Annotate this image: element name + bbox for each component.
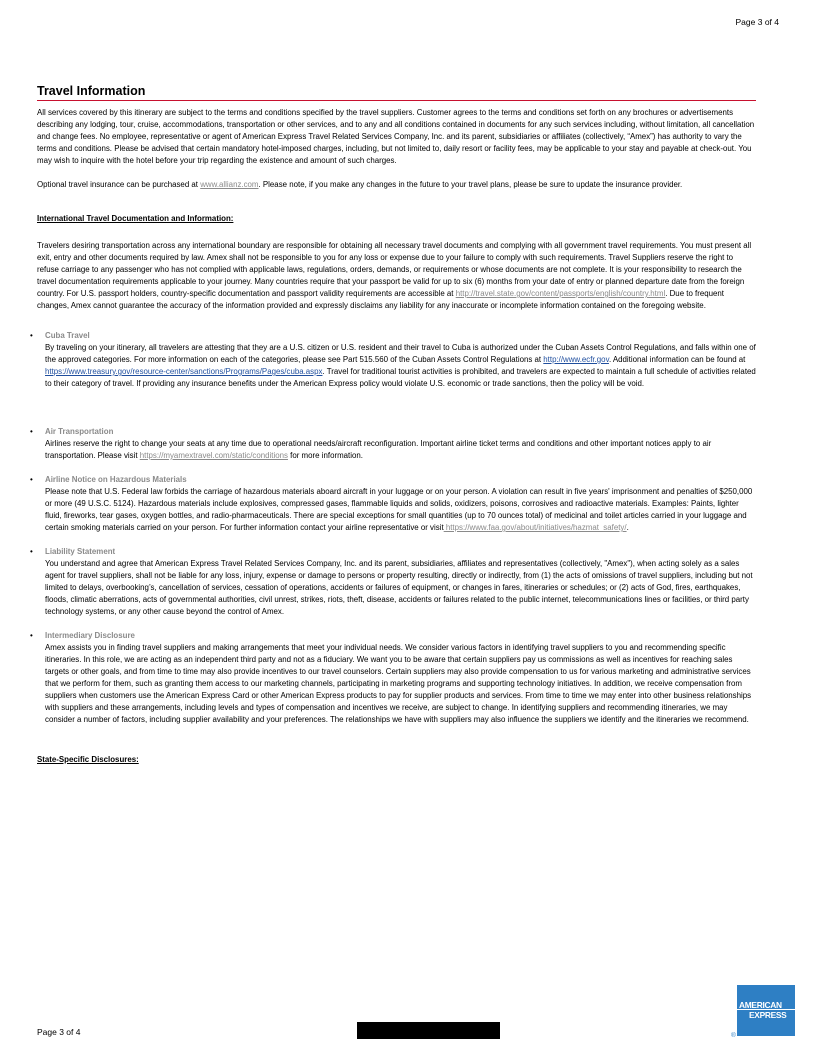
intl-text-before: Travelers desiring transportation across any international boundary are responsible for obtaining all necessary travel documents and complying with all government travel requirements. You must present all exit, entry and other documents required by law. Amex shall not be responsible to you for any loss or expense due to your failure to comply with such requirements. Travel Suppliers reserve the right to refuse carriage to any passenger who has not complied with applicable laws, regulations, orders, demands, or requirements or whose documents are not complete. It is your responsibility to research the travel documentation requirements applicable to your journey. Many countries require that your passport be valid for up to six (6) months from your date of entry or planned departure date from the foreign country. For U.S. passport holders, country-specific documentation and passport validity requirements are accessible at — [37, 241, 752, 298]
hazardous-materials-title: • Airline Notice on Hazardous Materials — [45, 475, 187, 484]
air-text-2: for more information. — [287, 451, 363, 460]
list-item-air-transportation — [37, 426, 756, 462]
terms-paragraph: All services covered by this itinerary are subject to the terms and conditions specified by the travel suppliers. Customer agrees to the terms and conditions set forth on any brochures or advertisements describing any lodging, tour, cruise, accommodations, transportation or other services, and to any and all conditions contained in documents for any such services including, without limitation, all cancellation and change fees. No employee, representative or agent of American Express Travel Related Services Company, Inc. and its parent, subsidiaries or affiliates (collectively, “Amex”) has authority to vary the terms and conditions. Please be advised that certain mandatory hotel-imposed charges, including, but not limited to, daily resort or facility fees, may be applicable to your stay and payable at check-out. You may wish to inquire with the hotel before your trip regarding the existence and amount of such charges. — [37, 108, 755, 165]
state-disclosures-heading: State-Specific Disclosures: — [37, 755, 139, 764]
redaction-bar — [357, 1022, 500, 1039]
list-item-cuba-travel — [37, 330, 756, 390]
hazmat-text-2: . — [626, 523, 629, 532]
cuba-text-1: By traveling on your itinerary, all travelers are attesting that they are a U.S. citizen or U.S. resident and their travel to Cuba is authorized under the Cuban Assets Control Regulations, and falls within one of the approved categories. For more information on each of the categories, please see Part 515.560 of the Cuban Assets Control Regulations at — [45, 343, 756, 364]
air-transportation-body — [45, 438, 756, 462]
registered-mark: ® — [731, 1032, 736, 1039]
travel-state-gov-link[interactable]: http://travel.state.gov/content/passports/english/country.html — [455, 289, 666, 298]
cuba-text-3: . Travel for traditional tourist activities is prohibited, and travelers are expected to maintain a full schedule of activities related to their category of travel. If providing any insurance benefits under the American Express policy would violate U.S. economic or trade sanctions, then the policy will be void. — [45, 367, 756, 388]
list-item-intermediary-disclosure — [37, 630, 756, 726]
cuba-travel-body — [45, 342, 756, 390]
cuba-travel-title: • Cuba Travel — [45, 331, 90, 340]
cuba-text-2: . Additional information can be found at — [608, 355, 746, 364]
liability-statement-title: • Liability Statement — [45, 547, 116, 556]
list-item-hazardous-materials — [37, 474, 756, 534]
hazardous-materials-body — [45, 486, 756, 534]
treasury-link[interactable]: https://www.treasury.gov/resource-center/sanctions/Programs/Pages/cuba.aspx — [45, 367, 323, 376]
amex-conditions-link[interactable]: https://myamextravel.com/static/conditions — [139, 451, 288, 460]
air-text-1: Airlines reserve the right to change your seats at any time due to operational needs/aircraft reconfiguration. Important airline ticket terms and conditions and other important notices apply to air transportation. Please visit — [45, 439, 712, 460]
intermediary-disclosure-body: Amex assists you in finding travel suppliers and making arrangements that meet your individual needs. We consider various factors in identifying travel suppliers to you and recommending specific itineraries. In this role, we are acting as an independent third party and not as a fiduciary. We want you to be aware that certain suppliers pay us commissions as well as incentives for reaching sales targets or other goals, and from time to time may also provide incentives to our travel counselors. Certain suppliers may also provide compensation to us for various marketing and administrative services that we perform for them, such as granting them access to our marketing channels, participating in marketing programs and supporting technology initiatives. In addition, we receive compensation from suppliers when customers use the American Express Card or other American Express products to pay for supplier products and services. From time to time we may enter into other business relationships with suppliers and these arrangements, including levels and types of compensation and incentives we receive, are subject to change. In identifying suppliers and recommending itineraries, we may consider a number of factors, including supplier availability and your preferences. The relationships we have with suppliers may also influence the suppliers we identify and the itineraries we recommend. — [45, 643, 752, 724]
list-item-liability-statement — [37, 546, 756, 618]
insurance-text-after: . Please note, if you make any changes in the future to your travel plans, please be sure to update the insurance provider. — [258, 180, 683, 189]
hazmat-text-1: Please note that U.S. Federal law forbids the carriage of hazardous materials aboard aircraft in your luggage or on your person. A violation can result in five years' imprisonment and penalties of $250,000 or more (49 U.S.C. 5124). Hazardous materials include explosives, compressed gases, flammable liquids and solids, oxidizers, poisons, corrosives and radioactive materials. Examples: Paints, lighter fluid, fireworks, tear gases, oxygen bottles, and radio-pharmaceuticals. There are special exceptions for small quantities (up to 70 ounces total) of medicinal and toilet articles carried in your luggage and certain smoking materials carried on your person. For further information contact your airline representative or visit — [45, 487, 753, 532]
travel-information-section — [37, 84, 756, 766]
allianz-link[interactable]: www.allianz.com — [200, 180, 259, 189]
intl-text-after: . Due to frequent changes, Amex cannot guarantee the accuracy of the information provided and expressly disclaims any liability for any inaccurate or incomplete information contained on the foregoing website. — [37, 289, 724, 310]
intl-travel-paragraph — [37, 240, 756, 312]
ecfr-link[interactable]: http://www.ecfr.gov — [543, 355, 609, 364]
page-number-top: Page 3 of 4 — [735, 17, 779, 27]
logo-text-american: AMERICAN — [739, 1000, 782, 1010]
air-transportation-title: • Air Transportation — [45, 427, 114, 436]
insurance-paragraph — [37, 179, 756, 191]
faa-hazmat-link[interactable]: https://www.faa.gov/about/initiatives/hazmat_safety/ — [443, 523, 627, 532]
liability-statement-body: You understand and agree that American Express Travel Related Services Company, Inc. and its parent, subsidiaries, affiliates and representatives (collectively, "Amex"), when acting solely as a sales agent for travel suppliers, shall not be liable for any loss, injury, expense or damage to persons or property resulting, directly or indirectly, from (1) the acts of omissions of travel suppliers, including but not limited to delays, overbooking’s, cancellation of services, cessation of operations, accidents or failures of equipment, or changes in fares, itineraries or schedules; or (2) acts of God, fires, earthquakes, floods, climatic aberrations, acts of governmental authorities, civil unrest, strikes, riots, theft, disease, accidents or failures related to the public internet, telecommunications lines or facilities, or third party technology systems, or any other cause beyond the control of Amex. — [45, 559, 753, 616]
logo-text-express: EXPRESS — [749, 1010, 787, 1020]
amex-logo — [737, 985, 795, 1036]
section-title: Travel Information — [37, 84, 756, 101]
intl-travel-heading: International Travel Documentation and Information: — [37, 214, 234, 223]
disclosure-list — [37, 330, 756, 726]
insurance-text-before: Optional travel insurance can be purchased at — [37, 180, 201, 189]
intermediary-disclosure-title: • Intermediary Disclosure — [45, 631, 135, 640]
page-number-bottom: Page 3 of 4 — [37, 1027, 81, 1037]
